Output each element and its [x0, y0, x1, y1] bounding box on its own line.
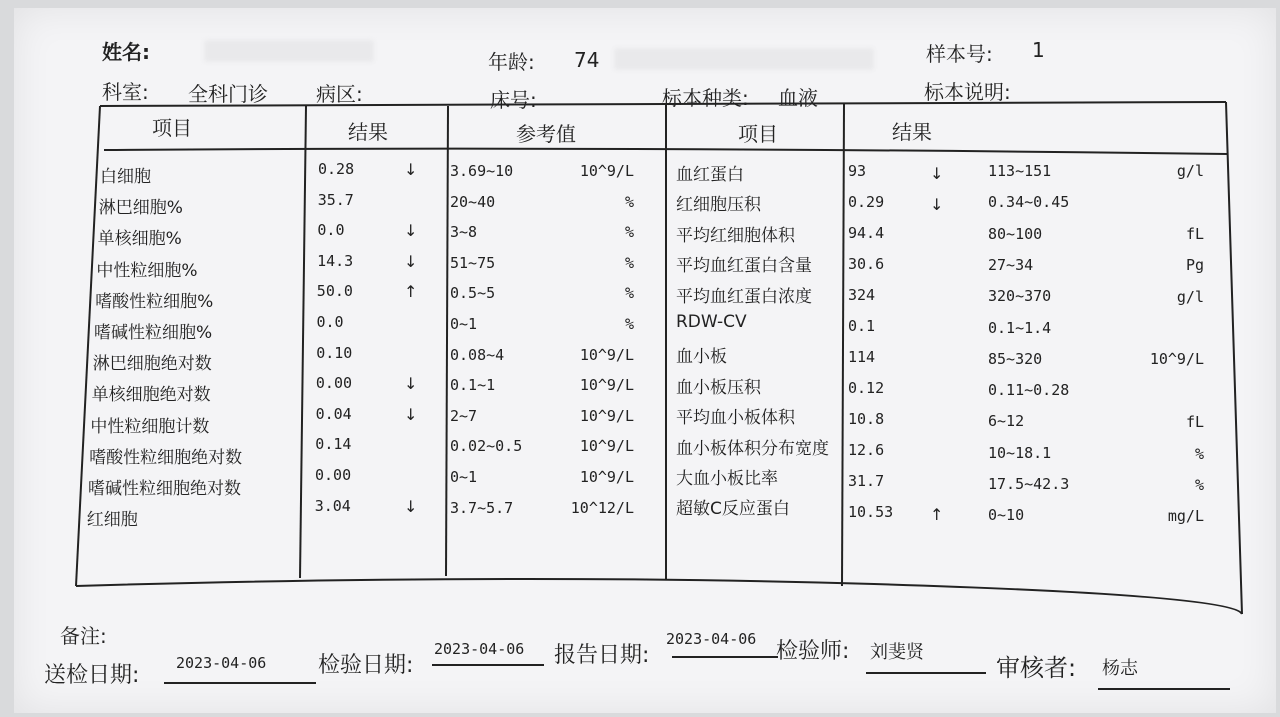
submit-date-label: 送检日期:	[44, 663, 140, 688]
left-reference-range: 3~8	[450, 223, 478, 242]
left-result-value: 0.04	[315, 404, 352, 423]
left-unit: 10^12/L	[570, 498, 634, 517]
right-unit: mg/L	[1167, 507, 1204, 526]
left-reference-range: 3.69~10	[450, 162, 514, 180]
specimen-note-label: 标本说明:	[924, 80, 1011, 104]
left-result-value: 0.00	[315, 466, 352, 484]
left-result-value: 0.0	[316, 313, 344, 331]
left-reference-range: 0.5~5	[450, 284, 496, 303]
left-unit: 10^9/L	[579, 406, 634, 425]
report-date-value: 2023-04-06	[666, 630, 757, 648]
left-item-label: 淋巴细胞绝对数	[92, 354, 212, 375]
tester-underline	[866, 672, 986, 674]
age-label: 年龄:	[488, 50, 535, 74]
reviewer-label: 审核者:	[996, 654, 1077, 682]
right-unit: g/l	[1176, 162, 1204, 180]
right-reference-range: 113~151	[988, 162, 1052, 180]
remark-label: 备注:	[60, 624, 107, 648]
tester-signature: 刘斐贤	[870, 642, 924, 663]
right-result-value: 94.4	[848, 224, 885, 242]
left-unit: %	[624, 223, 634, 242]
left-item-label: 淋巴细胞%	[98, 198, 183, 219]
right-unit: fL	[1185, 224, 1204, 243]
right-result-value: 30.6	[848, 255, 885, 273]
right-reference-range: 320~370	[988, 287, 1052, 306]
left-reference-range: 0~1	[450, 468, 478, 486]
right-item-label: 超敏C反应蛋白	[676, 499, 790, 520]
reviewer-signature: 杨志	[1102, 658, 1138, 679]
right-item-label: 血小板压积	[676, 377, 761, 398]
right-result-value: 12.6	[848, 441, 885, 459]
right-reference-range: 0.34~0.45	[988, 193, 1070, 212]
left-flag-arrow: ↓	[404, 496, 418, 516]
right-reference-range: 85~320	[988, 349, 1043, 368]
left-item-label: 嗜碱性粒细胞%	[94, 323, 213, 343]
left-result-value: 50.0	[316, 282, 353, 301]
right-result-value: 114	[848, 348, 876, 366]
left-flag-arrow: ↓	[404, 404, 418, 424]
test-date-label: 检验日期:	[318, 653, 414, 678]
submit-date-value: 2023-04-06	[176, 654, 267, 672]
right-item-label: 血红蛋白	[676, 165, 744, 185]
lab-report-sheet	[14, 8, 1276, 713]
left-result-value: 35.7	[317, 190, 354, 209]
left-result-value: 0.14	[315, 435, 352, 454]
left-unit: %	[624, 315, 634, 333]
left-flag-arrow: ↑	[404, 282, 418, 302]
right-reference-range: 17.5~42.3	[988, 475, 1070, 493]
left-flag-arrow: ↓	[404, 374, 418, 394]
test-date-underline	[432, 664, 544, 666]
left-unit: %	[624, 253, 634, 272]
test-date-value: 2023-04-06	[434, 640, 525, 658]
left-item-label: 嗜碱性粒细胞绝对数	[88, 479, 241, 499]
tester-label: 检验师:	[776, 639, 850, 664]
left-result-value: 0.00	[315, 374, 353, 393]
bed-label: 床号:	[490, 88, 537, 112]
left-unit: 10^9/L	[579, 376, 634, 395]
left-result-value: 0.10	[316, 343, 353, 362]
right-flag-arrow: ↑	[930, 505, 944, 524]
right-reference-range: 10~18.1	[988, 443, 1052, 462]
header-result-right: 结果	[892, 120, 932, 144]
right-item-label: 血小板体积分布宽度	[676, 438, 829, 459]
header-item-left: 项目	[152, 116, 192, 140]
dept-value: 全科门诊	[188, 82, 268, 106]
right-reference-range: 27~34	[988, 255, 1034, 274]
left-unit: 10^9/L	[579, 437, 634, 456]
right-unit: fL	[1185, 413, 1204, 432]
right-result-value: 31.7	[848, 472, 885, 490]
left-reference-range: 2~7	[450, 406, 478, 425]
left-reference-range: 3.7~5.7	[450, 498, 514, 517]
right-unit: g/l	[1176, 287, 1204, 306]
left-reference-range: 0~1	[450, 315, 478, 333]
left-reference-range: 51~75	[450, 253, 496, 272]
left-flag-arrow: ↓	[404, 221, 418, 241]
right-reference-range: 0~10	[988, 506, 1025, 525]
right-item-label: 平均血小板体积	[676, 408, 795, 429]
left-reference-range: 0.1~1	[450, 376, 496, 395]
right-unit: %	[1194, 476, 1204, 494]
left-unit: 10^9/L	[579, 468, 634, 486]
right-item-label: 大血小板比率	[676, 469, 778, 489]
age-value: 74	[574, 48, 600, 72]
left-result-value: 0.28	[318, 160, 355, 178]
right-item-label: 血小板	[676, 347, 727, 368]
sample-no-value: 1	[1032, 38, 1045, 62]
right-result-value: 10.8	[848, 410, 885, 428]
submit-date-underline	[164, 682, 316, 684]
right-reference-range: 6~12	[988, 412, 1025, 431]
report-date-label: 报告日期:	[554, 643, 650, 668]
right-flag-arrow: ↓	[930, 195, 944, 214]
left-item-label: 中性粒细胞计数	[90, 416, 210, 437]
left-unit: 10^9/L	[579, 345, 634, 364]
right-result-value: 0.1	[848, 317, 876, 335]
right-reference-range: 80~100	[988, 224, 1043, 243]
left-result-value: 3.04	[314, 496, 351, 515]
left-unit: %	[624, 192, 634, 211]
ward-label: 病区:	[316, 82, 363, 106]
left-item-label: 嗜酸性粒细胞绝对数	[89, 447, 243, 468]
sample-no-label: 样本号:	[926, 42, 993, 66]
left-item-label: 红细胞	[86, 510, 138, 531]
reviewer-underline	[1098, 688, 1230, 690]
header-result-left: 结果	[348, 120, 388, 144]
left-reference-range: 0.08~4	[450, 345, 505, 364]
right-item-label: 平均红细胞体积	[676, 225, 795, 246]
left-unit: 10^9/L	[579, 162, 634, 180]
left-flag-arrow: ↓	[404, 251, 418, 271]
right-result-value: 10.53	[848, 503, 894, 521]
right-reference-range: 0.11~0.28	[988, 381, 1070, 400]
right-result-value: 324	[848, 286, 876, 304]
left-item-label: 嗜酸性粒细胞%	[95, 291, 214, 312]
header-reference: 参考值	[516, 122, 576, 146]
right-item-label: RDW-CV	[676, 312, 747, 332]
right-unit: 10^9/L	[1149, 350, 1204, 369]
right-item-label: 平均血红蛋白含量	[676, 256, 812, 277]
left-item-label: 中性粒细胞%	[96, 260, 198, 281]
left-item-label: 单核细胞%	[97, 229, 182, 250]
left-unit: %	[624, 284, 634, 303]
report-date-underline	[672, 656, 778, 658]
left-result-value: 14.3	[317, 251, 354, 270]
header-item-right: 项目	[738, 122, 778, 146]
left-flag-arrow: ↓	[404, 160, 418, 179]
left-reference-range: 0.02~0.5	[450, 437, 523, 456]
right-result-value: 0.29	[848, 193, 885, 211]
right-result-value: 93	[848, 162, 867, 180]
right-unit: %	[1194, 444, 1204, 463]
left-item-label: 单核细胞绝对数	[91, 385, 211, 406]
right-item-label: 红细胞压积	[676, 195, 761, 216]
right-result-value: 0.12	[848, 379, 885, 397]
left-reference-range: 20~40	[450, 192, 496, 211]
right-item-label: 平均血红蛋白浓度	[676, 286, 812, 307]
right-flag-arrow: ↓	[930, 164, 944, 183]
left-result-value: 0.0	[317, 221, 345, 240]
name-label: 姓名:	[102, 40, 150, 64]
specimen-type-value: 血液	[778, 86, 818, 110]
right-reference-range: 0.1~1.4	[988, 318, 1052, 337]
right-unit: Pg	[1185, 256, 1204, 275]
left-item-label: 白细胞	[100, 167, 151, 187]
specimen-type-label: 标本种类:	[662, 86, 749, 110]
dept-label: 科室:	[102, 80, 149, 104]
